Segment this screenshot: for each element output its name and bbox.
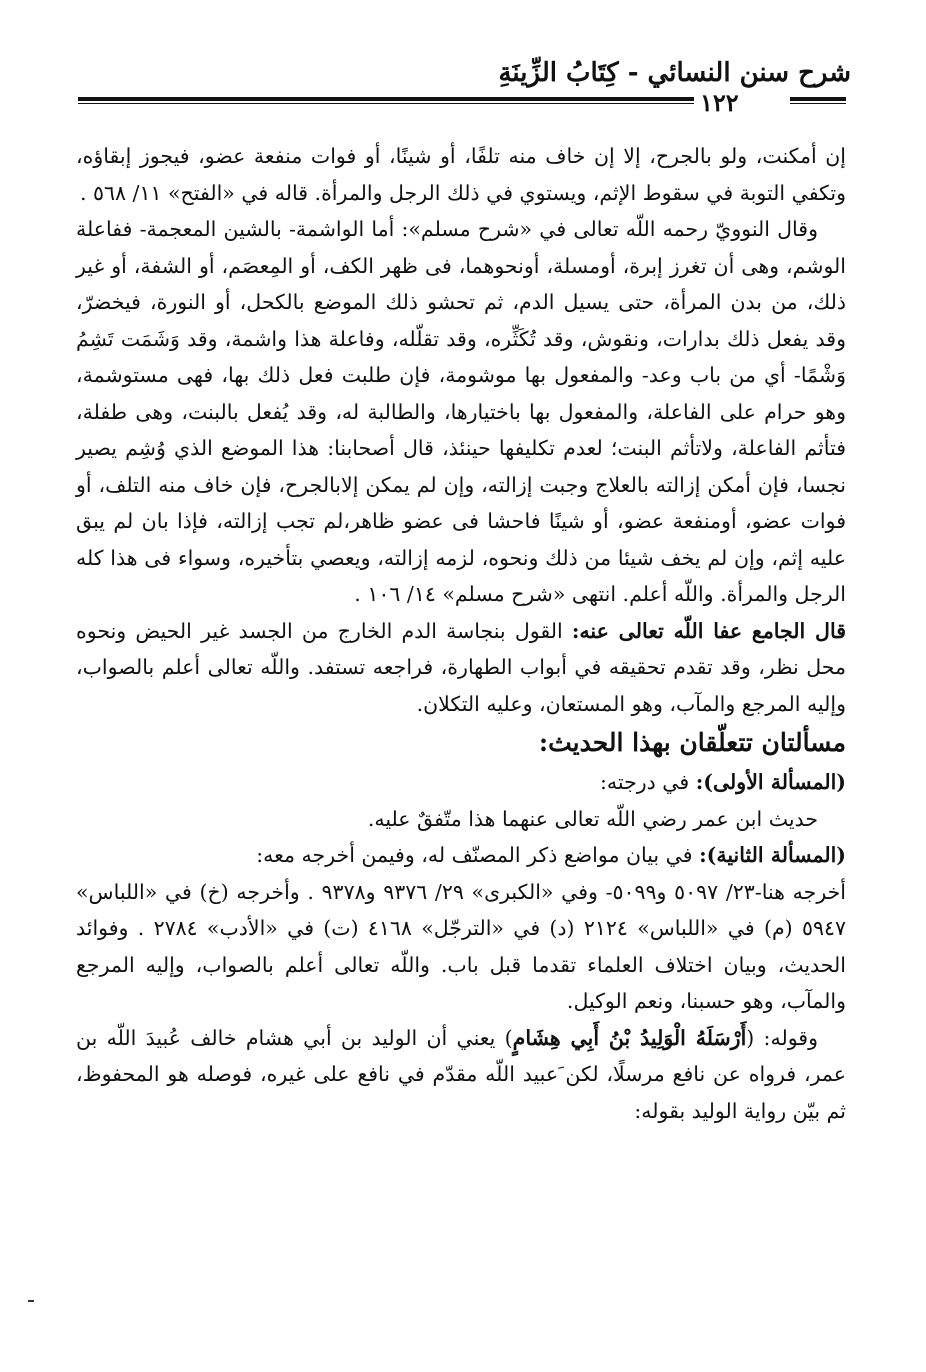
compiler-note-lead: قال الجامع عفا اللّه تعالى عنه: bbox=[571, 618, 846, 643]
compiler-note-text: القول بنجاسة الدم الخارج من الجسد غير الحيض ونحوه محل نظر، وقد تقدم تحقيقه في أبواب الطهارة، فراجعه تستفد. واللّه تعالى أعلم بالصواب، وإليه المرجع والمآب، وهو المستعان، وعليه التكلان. bbox=[76, 618, 846, 716]
question-one-header bbox=[76, 764, 846, 801]
header-rule-right-thin bbox=[790, 103, 846, 104]
waleed-rest: ) يعني أن الوليد بن أبي هشام خالف عُبيدَ اللّه بن عمر، فرواه عن نافع مرسلًا، لكن َعبيد اللّه مقدّم في نافع على غيره، فوصله هو المحفوظ، ثم بيّن رواية الوليد بقوله: bbox=[76, 1025, 846, 1123]
running-title: شرح سنن النسائي - كِتَابُ الزِّينَةِ bbox=[498, 58, 851, 88]
header-rule-thin bbox=[78, 103, 694, 104]
body-text bbox=[76, 138, 846, 1129]
header-rule-right-thick bbox=[790, 97, 846, 101]
question-two-label: (المسألة الثانية): bbox=[699, 843, 846, 867]
question-two-header bbox=[76, 837, 846, 874]
page-number: ١٢٢ bbox=[700, 88, 739, 117]
question-two-text: أخرجه هنا-٢٣/ ٥٠٩٧ و٥٠٩٩- وفي «الكبرى» ٢٩/ ٩٣٧٦ و٩٣٧٨ . وأخرجه (خ) في «اللباس» ٥٩٤٧ (م) في «اللباس» ٢١٢٤ (د) في «الترجّل» ٤١٦٨ (ت) في «الأدب» ٢٧٨٤ . وفوائد الحديث، وبيان اختلاف العلماء تقدما قبل باب. واللّه تعالى أعلم بالصواب، وإليه المرجع والمآب، وهو حسبنا، ونعم الوكيل. bbox=[76, 879, 847, 1013]
question-one-text: حديث ابن عمر رضي اللّه تعالى عنهما هذا متّفقٌ عليه. bbox=[367, 806, 818, 831]
section-heading: مسألتان تتعلّقان بهذا الحديث: bbox=[538, 728, 846, 757]
waleed-start: وقوله: ( bbox=[746, 1025, 818, 1050]
scan-edge-mark bbox=[28, 1300, 34, 1302]
question-one-title: في درجته: bbox=[599, 770, 696, 794]
paragraph-waleed bbox=[76, 1020, 846, 1130]
question-two-title: في بيان مواضع ذكر المصنّف له، وفيمن أخرجه معه: bbox=[256, 843, 700, 867]
paragraph-compiler-note bbox=[76, 613, 846, 723]
question-one-label: (المسألة الأولى): bbox=[695, 770, 846, 794]
paragraph-continuation: إن أمكنت، ولو بالجرح، إلا إن خاف منه تلفًا، أو شينًا، أو فوات منفعة عضو، فيجوز إبقاؤه، وتكفي التوبة في سقوط الإثم، ويستوي في ذلك الرجل والمرأة. قاله في «الفتح» ١١/ ٥٦٨ . bbox=[76, 144, 846, 205]
header-rule-thick bbox=[78, 97, 694, 101]
waleed-quote: أَرْسَلَهُ الْوَلِيدُ بْنُ أَبِي هِشَامٍ bbox=[512, 1025, 747, 1050]
paragraph-nawawi-quote: وقال النوويّ رحمه اللّه تعالى في «شرح مسلم»: أما الواشمة- بالشين المعجمة- ففاعلة الوشم، وهى أن تغرز إبرة، أومسلة، أونحوهما، فى ظهر الكف، أو المِعصَم، أو الشفة، أو غير ذلك، من بدن المرأة، حتى يسيل الدم، ثم تحشو ذلك الموضع بالكحل، أو النورة، فيخضرّ، وقد يفعل ذلك بدارات، ونقوش، وقد تُكَثِّره، وقد تقلّله، وفاعلة هذا واشمة، وقد وَشَمَت تَشِمُ وَشْمًا- أي من باب وعد- والمفعول بها موشومة، فإن طلبت فعل ذلك بها، فهى مستوشمة، وهو حرام على الفاعلة، والمفعول بها باختيارها، والطالبة له، وقد يُفعل بالبنت، وهى طفلة، فتأثم الفاعلة، ولاتأثم البنت؛ لعدم تكليفها حينئذ، قال أصحابنا: هذا الموضع الذي وُشِم يصير نجسا، فإن أمكن إزالته بالعلاج وجبت إزالته، وإن لم يمكن إلابالجرح، فإن خاف منه التلف، أو فوات عضو، أومنفعة عضو، أو شينًا فاحشا فى عضو ظاهر،لم تجب إزالته، فإذا بان لم يبق عليه إثم، وإن لم يخف شيئا من ذلك ونحوه، لزمه إزالته، ويعصي بتأخيره، وسواء فى هذا كله الرجل والمرأة. واللّه أعلم. انتهى «شرح مسلم» ١٤/ ١٠٦ . bbox=[76, 217, 846, 606]
